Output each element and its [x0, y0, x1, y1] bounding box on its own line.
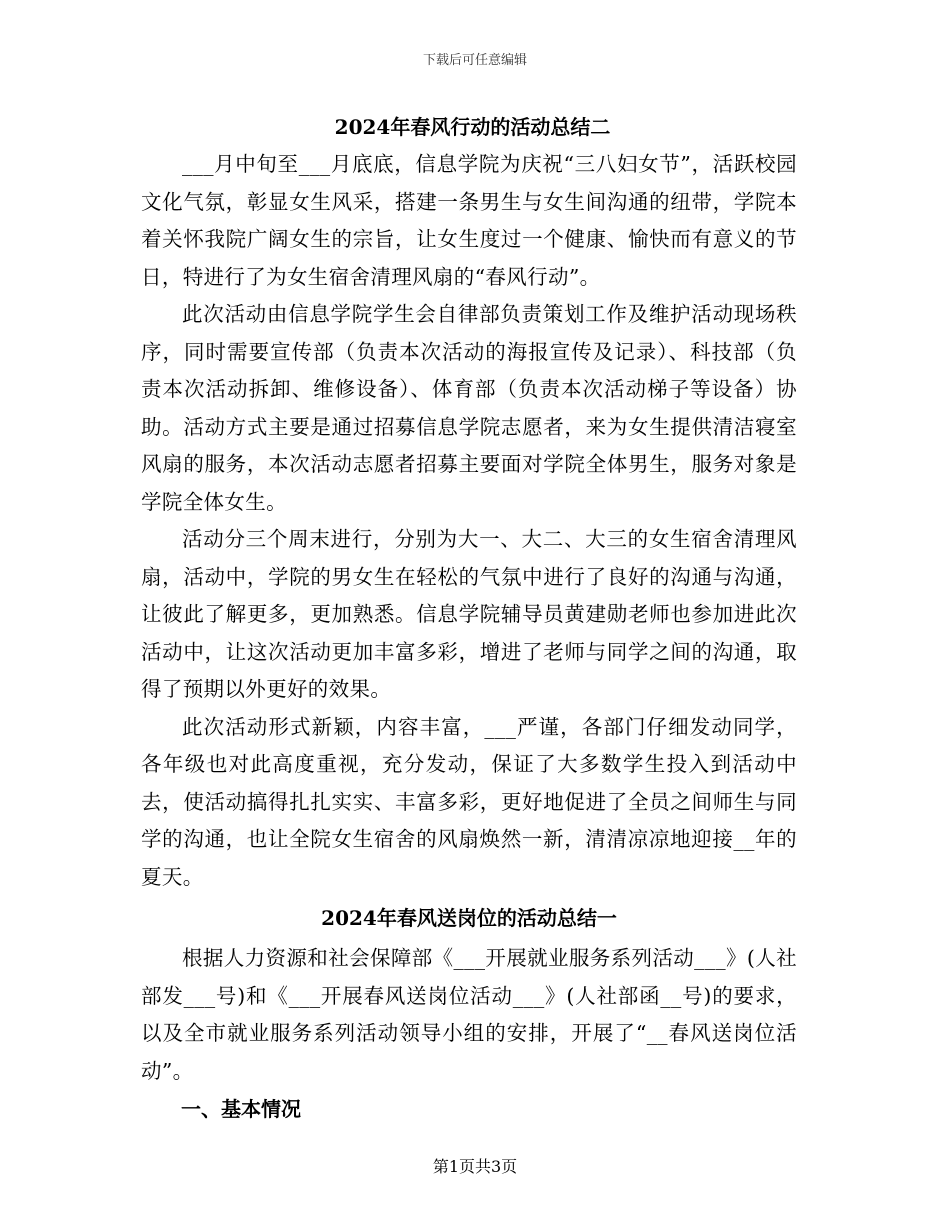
section-title-spring-action: 2024年春风行动的活动总结二 [334, 115, 611, 139]
paragraph: 根据人力资源和社会保障部《___开展就业服务系列活动___》(人社部发___号)和《___开展春风送岗位活动___》(人社部函__号)的要求，以及全市就业服务系列活动领导小组的安排，开展了“__春风送岗位活动”。 [141, 946, 797, 1083]
header-note: 下载后可任意编辑 [422, 53, 527, 68]
document-body [141, 108, 797, 1128]
paragraph: 活动分三个周末进行，分别为大一、大二、大三的女生宿舍清理风扇，活动中，学院的男女生在轻松的气氛中进行了良好的沟通与沟通，让彼此了解更多，更加熟悉。信息学院辅导员黄建勋老师也参加进此次活动中，让这次活动更加丰富多彩，增进了老师与同学之间的沟通，取得了预期以外更好的效果。 [141, 527, 797, 701]
section-title-spring-jobs: 2024年春风送岗位的活动总结一 [321, 906, 617, 930]
subheading-basic-situation: 一、基本情况 [181, 1097, 301, 1121]
paragraph: 此次活动由信息学院学生会自律部负责策划工作及维护活动现场秩序，同时需要宣传部（负责本次活动的海报宣传及记录）、科技部（负责本次活动拆卸、维修设备）、体育部（负责本次活动梯子等设备）协助。活动方式主要是通过招募信息学院志愿者，来为女生提供清洁寝室风扇的服务，本次活动志愿者招募主要面对学院全体男生，服务对象是学院全体女生。 [141, 302, 797, 514]
page-footer: 第1页共3页 [432, 1157, 518, 1176]
paragraph: ___月中旬至___月底底，信息学院为庆祝“三八妇女节”，活跃校园文化气氛，彰显女生风采，搭建一条男生与女生间沟通的纽带，学院本着关怀我院广阔女生的宗旨，让女生度过一个健康、愉快而有意义的节日，特进行了为女生宿舍清理风扇的“春风行动”。 [141, 152, 797, 289]
paragraph: 此次活动形式新颖，内容丰富，___严谨，各部门仔细发动同学，各年级也对此高度重视，充分发动，保证了大多数学生投入到活动中去，使活动搞得扎扎实实、丰富多彩，更好地促进了全员之间师生与同学的沟通，也让全院女生宿舍的风扇焕然一新，清清凉凉地迎接__年的夏天。 [141, 714, 797, 889]
